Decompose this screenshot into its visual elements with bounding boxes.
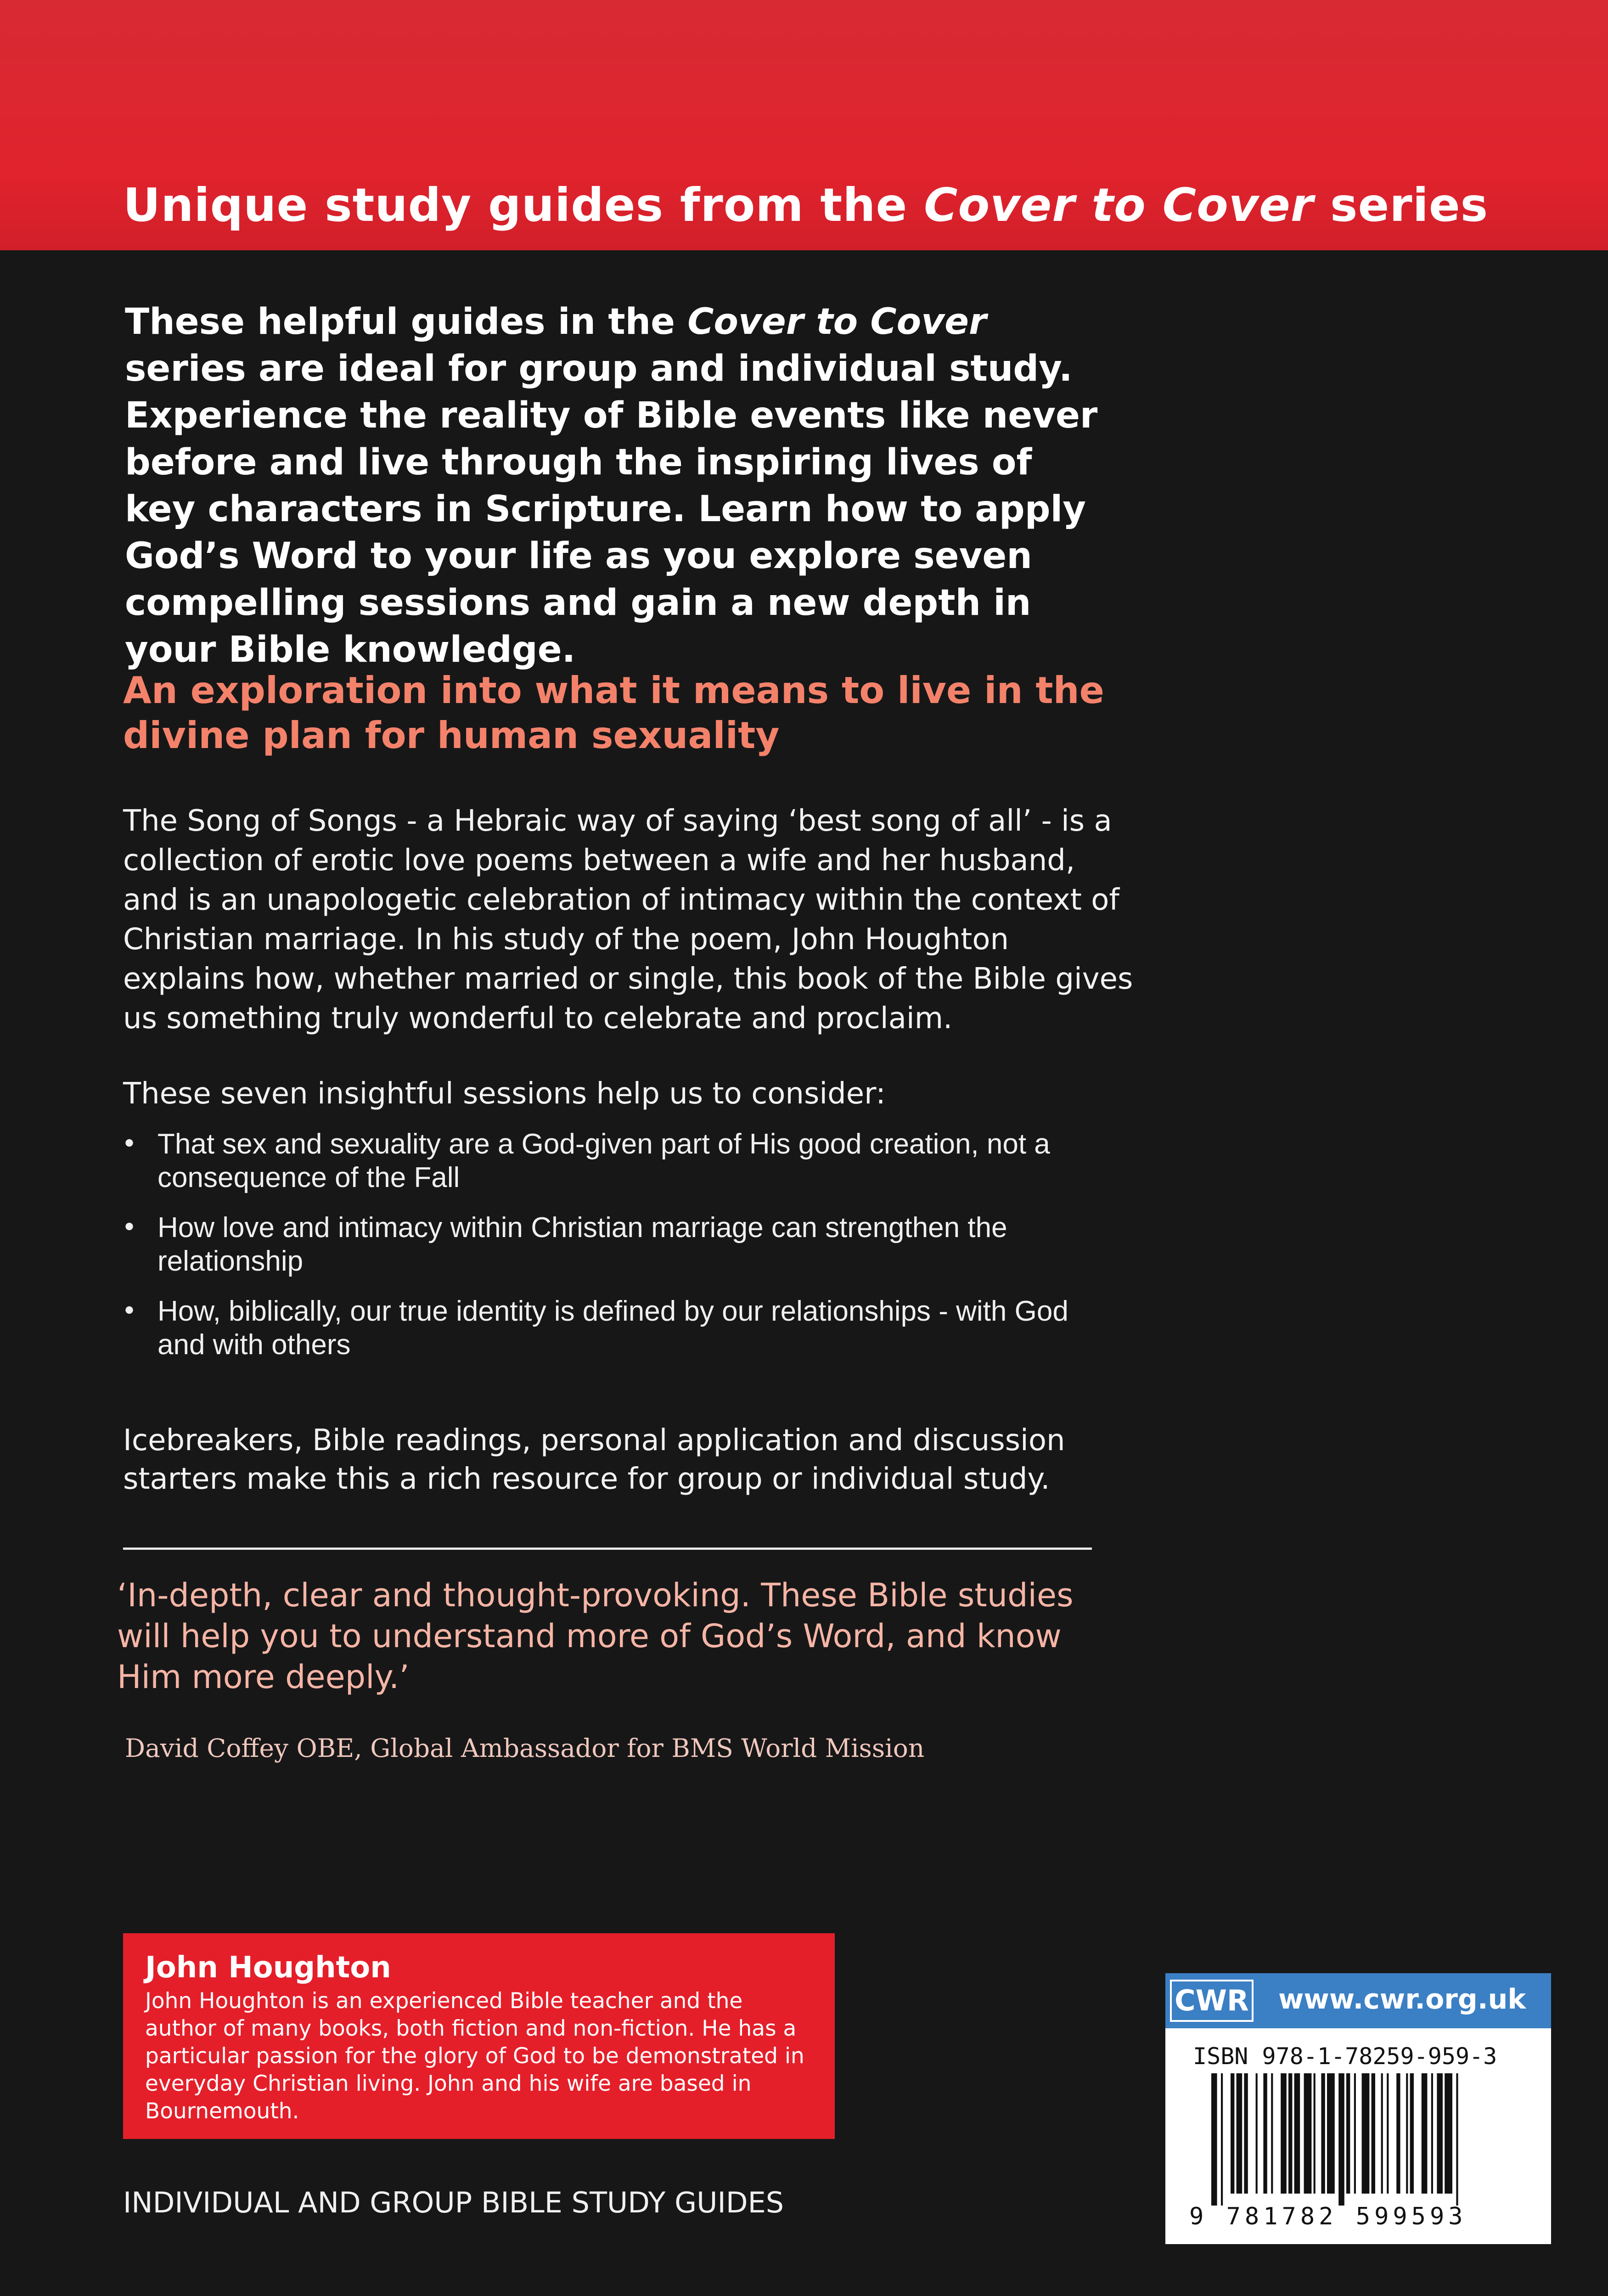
endorsement-quote: ‘In-depth, clear and thought-provoking. These Bible studies will help you to understand more of God’s Word, and know Him more deeply.’ (117, 1576, 1074, 1696)
list-item: • That sex and sexuality are a God-given part of His good creation, not a consequence of the Fall (122, 1128, 1050, 1193)
author-box (123, 1933, 835, 2139)
sessions-intro: These seven insightful sessions help us to consider: (123, 1077, 886, 1111)
description-paragraph: The Song of Songs - a Hebraic way of saying ‘best song of all’ - is a collection of erotic love poems between a wife and her husband, and is an unapologetic celebration of intimacy within the context of Christian marriage. In his study of the poem, John Houghton explains how, whether married or single, this book of the Bible gives us something truly wonderful to celebrate and proclaim. (123, 804, 1133, 1035)
publisher-url: www.cwr.org.uk (1278, 1983, 1526, 2015)
list-item: • How love and intimacy within Christian marriage can strengthen the relationship (122, 1212, 1007, 1277)
author-bio: John Houghton is an experienced Bible teacher and the author of many books, both fiction and non-fiction. He has a particular passion for the glory of God to be demonstrated in everyday Christian living. John and his wife are based in Bournemouth. (145, 1988, 804, 2124)
bullet-icon: • (122, 1213, 137, 1243)
barcode-digits: 9 781782 599593 (1189, 2203, 1467, 2230)
divider (123, 1548, 1092, 1550)
header-title: Unique study guides from the Cover to Cover series (123, 178, 1489, 232)
list-item: • How, biblically, our true identity is defined by our relationships - with God and with others (122, 1295, 1068, 1361)
isbn-number: ISBN 978-1-78259-959-3 (1193, 2043, 1497, 2070)
intro-paragraph: These helpful guides in the Cover to Cover series are ideal for group and individual study. Experience the reality of Bible events like never before and live through the inspiring lives of key characters in Scripture. Learn how to apply God’s Word to your life as you explore seven compelling sessions and gain a new depth in your Bible knowledge. (125, 301, 1098, 670)
sessions-list (122, 1127, 1086, 1378)
isbn-block (1165, 1973, 1551, 2244)
resource-paragraph: Icebreakers, Bible readings, personal application and discussion starters make this a rich resource for group or individual study. (123, 1424, 1065, 1496)
barcode-icon (1211, 2073, 1537, 2206)
cwr-logo: CWR (1170, 1980, 1254, 2022)
subheading: An exploration into what it means to live in the divine plan for human sexuality (123, 669, 1104, 757)
author-name: John Houghton (145, 1951, 391, 1985)
series-footer-label: INDIVIDUAL AND GROUP BIBLE STUDY GUIDES (123, 2186, 784, 2219)
bullet-icon: • (122, 1129, 137, 1159)
endorsement-source: David Coffey OBE, Global Ambassador for BMS World Mission (125, 1733, 925, 1763)
publisher-bar (1165, 1973, 1551, 2028)
bullet-icon: • (122, 1296, 137, 1326)
header-band (0, 0, 1608, 250)
